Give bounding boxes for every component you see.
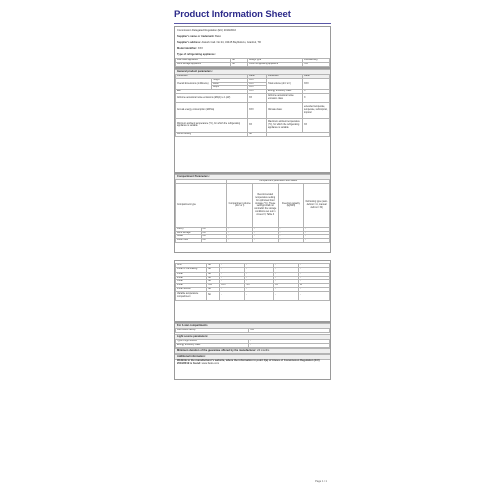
table-cell: XXX	[248, 86, 267, 90]
table-cell: Design type	[248, 59, 303, 63]
four-star-heading: For 4-star compartments	[175, 323, 330, 329]
table-cell: Pantry	[176, 227, 202, 231]
table-cell: -	[274, 291, 299, 300]
table-cell: -	[220, 287, 245, 291]
fast-freeze-value: Yes	[249, 329, 330, 333]
table-cell: M	[299, 284, 330, 288]
table-cell: -	[245, 272, 274, 276]
table-cell: -	[278, 231, 304, 235]
table-cell: -	[278, 235, 304, 239]
table-cell: Chill	[176, 264, 207, 268]
table-cell: XXX	[303, 78, 330, 89]
table-cell: -	[274, 280, 299, 284]
additional-sections	[174, 322, 331, 380]
general-parameters-heading: General product parameters:	[175, 69, 330, 75]
table-cell: No	[248, 132, 267, 136]
table-header: Defrosting type (auto-defrost = A, manual defrost = M)	[304, 183, 330, 227]
table-cell: 1-star	[176, 272, 207, 276]
energy-class-value: -	[249, 343, 330, 347]
table-cell: Airborne acoustical noise emissions (dB(A) re 1 pW)	[176, 93, 248, 102]
page-number: Page 1 / 1	[315, 480, 327, 483]
table-cell: Wine storage appliance	[176, 62, 231, 66]
table-cell: No	[201, 231, 227, 235]
supplier-address-value: Ataturk Cad. No:24, 34445 Beylikduzu, Istanbul, TR	[201, 41, 261, 44]
table-cell	[267, 132, 330, 136]
table-cell: No	[207, 272, 220, 276]
table-cell: -	[274, 272, 299, 276]
light-source-heading: Light source parameters:	[175, 334, 330, 340]
compartment-table	[175, 179, 330, 243]
table-cell: Climate class:	[267, 102, 303, 118]
weblink-label: Weblink to the manufacturer's website, where the information in point 4(a) of Annex of Commission Regulation (EU) 2019/2019 is found:	[177, 359, 320, 365]
table-cell: -	[304, 239, 330, 243]
appliance-type-table	[175, 58, 330, 67]
table-cell: -	[220, 267, 245, 272]
fast-freeze-table	[175, 328, 330, 333]
page-title: Product Information Sheet	[174, 9, 291, 20]
table-cell: -	[245, 280, 274, 284]
table-cell: -	[245, 291, 274, 300]
appliance-type-heading: Type of refrigerating appliance:	[177, 53, 216, 56]
table-cell: -	[245, 276, 274, 280]
compartment-parameters-section	[174, 173, 331, 253]
table-cell: No	[207, 280, 220, 284]
table-header: Parameter	[176, 75, 248, 79]
table-header: Freezing capacity (kg/24h)	[278, 183, 304, 227]
supplier-name-label: Supplier's name or trademark:	[177, 35, 215, 38]
table-header: Value	[303, 75, 330, 79]
table-cell: XXX	[248, 78, 267, 82]
fast-freeze-label: Fast freeze facility	[176, 329, 249, 333]
table-cell: No	[207, 291, 220, 300]
table-cell: -	[299, 267, 330, 272]
table-cell: XXX	[248, 90, 267, 94]
table-cell: No	[201, 239, 227, 243]
product-information-sheet	[170, 9, 331, 487]
weblink-text	[177, 359, 328, 365]
weblink-value: www.beko.com	[201, 362, 220, 365]
table-cell: Height	[212, 78, 248, 82]
table-cell: No	[201, 235, 227, 239]
table-cell: Airborne acoustical noise emission class	[267, 93, 303, 102]
table-cell: Yes	[303, 62, 330, 66]
energy-class-label: Energy efficiency class	[176, 343, 249, 347]
table-cell: Cellar	[176, 235, 202, 239]
title-divider	[174, 23, 331, 24]
table-cell: Energy efficiency class	[267, 90, 303, 94]
table-cell: Yes	[207, 284, 220, 288]
table-cell: XXX	[248, 82, 267, 86]
table-cell: No	[207, 287, 220, 291]
supplier-name-value: Beko	[215, 35, 222, 38]
general-parameters-table	[175, 74, 330, 137]
table-cell: XX	[248, 93, 267, 102]
table-cell: Other refrigerating appliance	[248, 62, 303, 66]
table-cell: -	[227, 235, 253, 239]
table-cell: -	[220, 291, 245, 300]
table-cell: XX	[303, 118, 330, 132]
table-cell: -	[299, 280, 330, 284]
supplier-section	[174, 26, 331, 68]
regulation-subtitle: Commission Delegated Regulation (EU) 2019/2016	[177, 29, 236, 32]
table-header: Parameter	[267, 75, 303, 79]
table-cell: Fresh food	[176, 239, 202, 243]
additional-info-heading: Additional information:	[175, 354, 330, 360]
table-cell: -	[252, 227, 278, 231]
table-cell: -	[227, 227, 253, 231]
table-cell: -XX	[245, 284, 274, 288]
table-cell: 3-star	[176, 280, 207, 284]
model-identifier-label: Model identifier:	[177, 47, 198, 50]
table-cell: Overall dimensions (millimetre)	[176, 78, 212, 89]
table-cell: XXX	[248, 102, 267, 118]
table-cell: -	[304, 235, 330, 239]
table-cell: Winter setting	[176, 132, 248, 136]
table-cell: -	[274, 267, 299, 272]
table-cell: No	[207, 267, 220, 272]
table-cell: 2-star section	[176, 287, 207, 291]
table-row	[176, 291, 330, 300]
table-cell: XXX	[220, 284, 245, 288]
table-cell: XX	[274, 284, 299, 288]
table-cell: -	[299, 264, 330, 268]
supplier-address-label: Supplier's address:	[177, 41, 201, 44]
table-cell: No	[207, 264, 220, 268]
table-cell: No	[201, 227, 227, 231]
table-cell: -	[220, 272, 245, 276]
table-cell: No	[207, 276, 220, 280]
table-cell: -	[299, 276, 330, 280]
table-cell: -	[252, 235, 278, 239]
table-cell: 4-star	[176, 284, 207, 288]
table-header: Compartment type	[176, 183, 227, 227]
table-cell: -	[220, 276, 245, 280]
table-cell: Wine storage	[176, 231, 202, 235]
model-identifier-value: XXX	[197, 47, 203, 50]
table-cell: Width	[212, 82, 248, 86]
light-type-label: Type of light source	[176, 340, 249, 344]
compartment-parameters-heading: Compartment Parameters:	[175, 174, 330, 180]
table-cell: Low-noise appliance	[176, 59, 231, 63]
table-cell: No	[231, 59, 248, 63]
table-cell: XX	[248, 118, 267, 132]
table-cell: -	[299, 287, 330, 291]
table-header: Compartment parameters and values	[227, 180, 330, 184]
supplier-address-row	[177, 41, 328, 44]
table-cell: -	[304, 227, 330, 231]
table-cell: -	[274, 287, 299, 291]
table-cell: No	[231, 62, 248, 66]
table-cell: Freestanding	[303, 59, 330, 63]
table-cell: -	[299, 272, 330, 276]
table-cell: Variable temperature compartment	[176, 291, 207, 300]
table-header: Compartment volume (dm³ or l)	[227, 183, 253, 227]
table-cell: -	[278, 239, 304, 243]
table-cell: -	[245, 267, 274, 272]
table-header: Value	[248, 75, 267, 79]
light-source-table	[175, 339, 330, 348]
table-cell: Minimum ambient temperature (°C), for which the refrigerating appliance is suitable	[176, 118, 248, 132]
model-identifier-row	[177, 47, 328, 50]
light-type-value: -	[249, 340, 330, 344]
table-cell: 0-star or ice-making	[176, 267, 207, 272]
compartment-table-continued	[175, 263, 330, 301]
table-cell: extended temperate, temperate, subtropical, tropical	[303, 102, 330, 118]
table-cell: Maximum ambient temperature (°C), for which the refrigerating appliance is suitable	[267, 118, 303, 132]
guarantee-label: Minimum duration of the guarantee offered by the manufacturer:	[177, 349, 257, 352]
table-cell: X	[303, 93, 330, 102]
table-cell: -	[227, 231, 253, 235]
table-header: Recommended temperature setting for optimised food storage (°C). These settings shall not contradict the storage conditions set out in Annex IV, Table 3	[252, 183, 278, 227]
table-cell: -	[252, 231, 278, 235]
table-cell: -	[299, 291, 330, 300]
table-row	[176, 239, 330, 243]
table-cell: -	[278, 227, 304, 231]
general-parameters-section	[174, 68, 331, 173]
table-cell: -	[220, 264, 245, 268]
table-cell: -	[220, 280, 245, 284]
table-cell: Depth	[212, 86, 248, 90]
supplier-name-row	[177, 35, 328, 38]
guarantee-value: 24 months	[257, 349, 270, 352]
table-cell: X	[303, 90, 330, 94]
table-cell: -	[227, 239, 253, 243]
compartment-parameters-continued	[174, 260, 331, 322]
table-cell: Annual energy consumption (kWh/a)	[176, 102, 248, 118]
table-cell: Total volume (dm³ or l)	[267, 78, 303, 89]
table-cell: 2-star	[176, 276, 207, 280]
table-cell: -	[245, 264, 274, 268]
table-cell: -	[274, 264, 299, 268]
table-cell: -	[304, 231, 330, 235]
table-cell: -	[252, 239, 278, 243]
table-cell: -	[274, 276, 299, 280]
table-cell: EEI	[176, 90, 248, 94]
table-cell: -	[245, 287, 274, 291]
